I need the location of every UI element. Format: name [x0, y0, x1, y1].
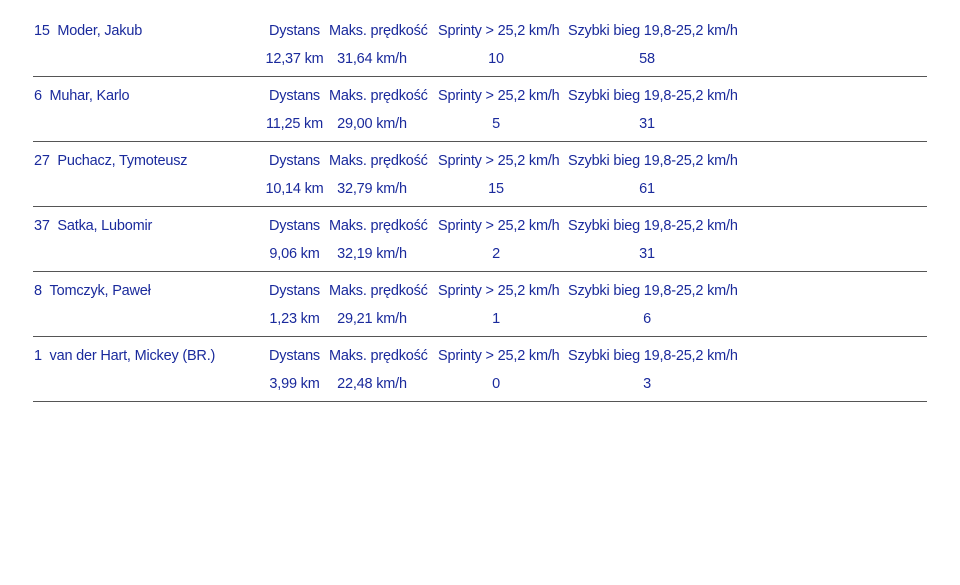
max-speed-value: 29,00 km/h [337, 116, 407, 132]
distance-label: Dystans [269, 348, 320, 364]
max-speed-label: Maks. prędkość [329, 283, 428, 299]
player-number: 1 [34, 348, 42, 364]
player-block [33, 338, 927, 402]
player-fullname: Moder, Jakub [57, 23, 143, 39]
distance-value: 3,99 km [269, 376, 320, 392]
max-speed-label: Maks. prędkość [329, 218, 428, 234]
distance-label: Dystans [269, 88, 320, 104]
sprints-value: 1 [492, 311, 500, 327]
max-speed-label: Maks. prędkość [329, 348, 428, 364]
fast-running-value: 3 [643, 376, 651, 392]
player-number: 8 [34, 283, 42, 299]
sprints-label: Sprinty > 25,2 km/h [438, 283, 560, 299]
sprints-value: 0 [492, 376, 500, 392]
fast-running-value: 58 [639, 51, 655, 67]
fast-running-value: 61 [639, 181, 655, 197]
fast-running-value: 31 [639, 246, 655, 262]
sprints-label: Sprinty > 25,2 km/h [438, 153, 560, 169]
fast-running-label: Szybki bieg 19,8-25,2 km/h [568, 153, 738, 169]
player-number: 6 [34, 88, 42, 104]
sprints-value: 15 [488, 181, 504, 197]
sprints-value: 10 [488, 51, 504, 67]
distance-label: Dystans [269, 283, 320, 299]
player-name [34, 217, 152, 235]
distance-label: Dystans [269, 218, 320, 234]
max-speed-value: 29,21 km/h [337, 311, 407, 327]
player-number: 37 [34, 218, 50, 234]
player-block [33, 143, 927, 207]
player-name [34, 152, 187, 170]
player-fullname: Puchacz, Tymoteusz [57, 153, 188, 169]
max-speed-value: 31,64 km/h [337, 51, 407, 67]
player-name [34, 87, 129, 105]
player-name [34, 22, 142, 40]
player-name [34, 282, 151, 300]
fast-running-value: 6 [643, 311, 651, 327]
player-fullname: Satka, Lubomir [57, 218, 153, 234]
max-speed-value: 22,48 km/h [337, 376, 407, 392]
player-number: 15 [34, 23, 50, 39]
fast-running-label: Szybki bieg 19,8-25,2 km/h [568, 23, 738, 39]
player-block [33, 208, 927, 272]
player-name [34, 347, 215, 365]
sprints-label: Sprinty > 25,2 km/h [438, 88, 560, 104]
distance-value: 10,14 km [265, 181, 324, 197]
max-speed-value: 32,19 km/h [337, 246, 407, 262]
fast-running-label: Szybki bieg 19,8-25,2 km/h [568, 348, 738, 364]
fast-running-label: Szybki bieg 19,8-25,2 km/h [568, 218, 738, 234]
fast-running-label: Szybki bieg 19,8-25,2 km/h [568, 283, 738, 299]
fast-running-value: 31 [639, 116, 655, 132]
sprints-label: Sprinty > 25,2 km/h [438, 218, 560, 234]
max-speed-value: 32,79 km/h [337, 181, 407, 197]
player-fullname: Tomczyk, Paweł [49, 283, 151, 299]
player-number: 27 [34, 153, 50, 169]
distance-value: 9,06 km [269, 246, 320, 262]
distance-value: 11,25 km [266, 116, 323, 132]
sprints-value: 5 [492, 116, 500, 132]
player-block [33, 13, 927, 77]
distance-label: Dystans [269, 23, 320, 39]
distance-value: 12,37 km [265, 51, 324, 67]
max-speed-label: Maks. prędkość [329, 153, 428, 169]
sprints-label: Sprinty > 25,2 km/h [438, 348, 560, 364]
player-block [33, 78, 927, 142]
fast-running-label: Szybki bieg 19,8-25,2 km/h [568, 88, 738, 104]
player-fullname: van der Hart, Mickey (BR.) [49, 348, 216, 364]
distance-label: Dystans [269, 153, 320, 169]
distance-value: 1,23 km [269, 311, 320, 327]
player-fullname: Muhar, Karlo [49, 88, 130, 104]
sprints-label: Sprinty > 25,2 km/h [438, 23, 560, 39]
max-speed-label: Maks. prędkość [329, 88, 428, 104]
sprints-value: 2 [492, 246, 500, 262]
player-block [33, 273, 927, 337]
max-speed-label: Maks. prędkość [329, 23, 428, 39]
player-stats-list [33, 13, 927, 402]
